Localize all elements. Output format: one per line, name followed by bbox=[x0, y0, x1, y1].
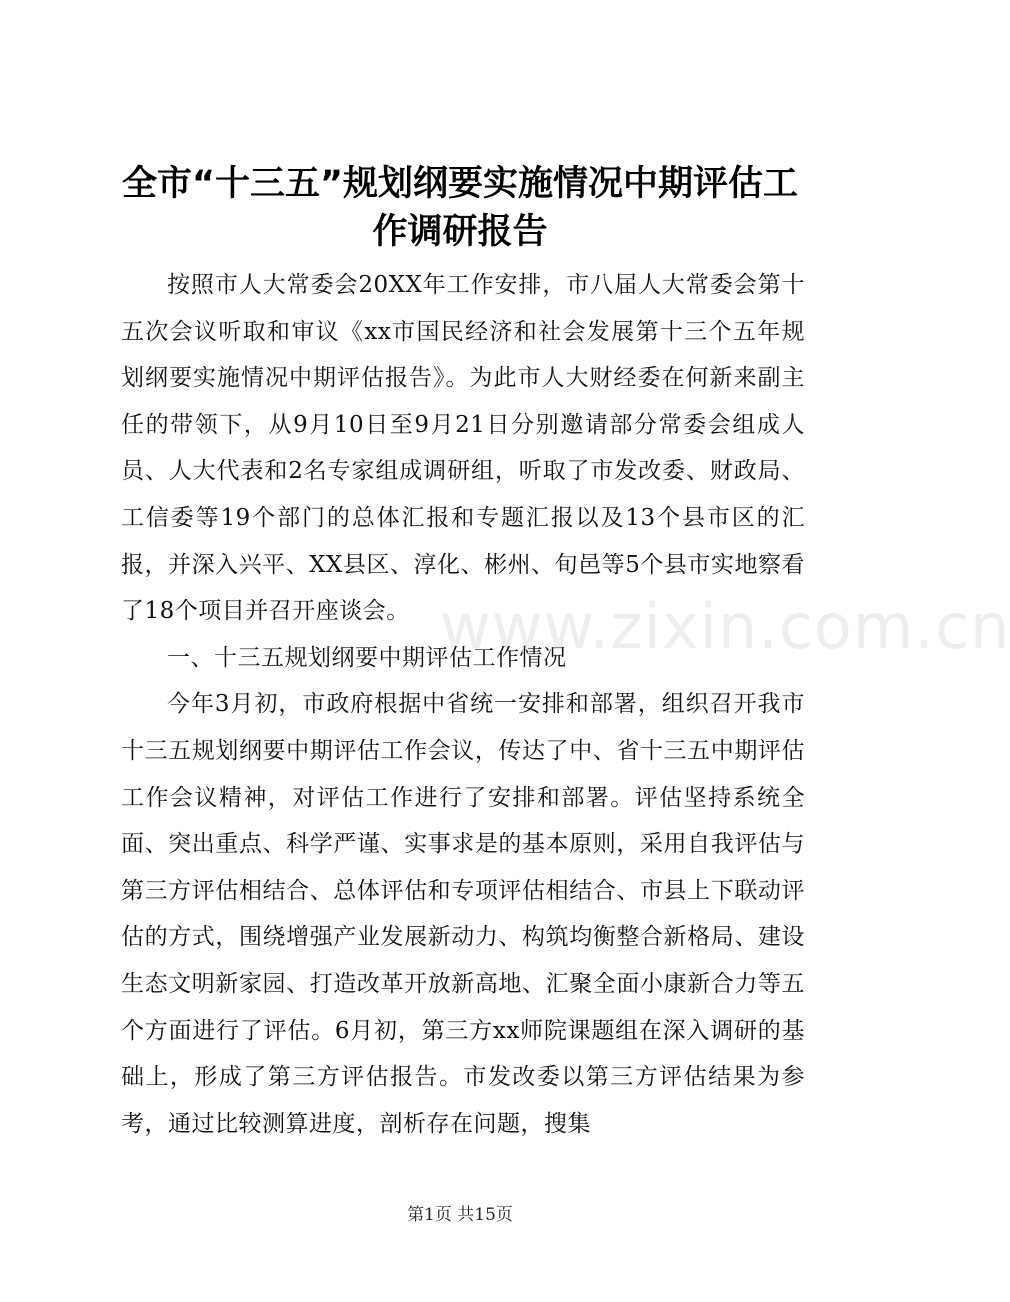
paragraph-section-one: 今年3月初，市政府根据中省统一安排和部署，组织召开我市十三五规划纲要中期评估工作会议，传达了中、省十三五中期评估工作会议精神，对评估工作进行了安排和部署。评估坚持系统全面、突出重点、科学严谨、实事求是的基本原则，采用自我评估与第三方评估相结合、总体评估和专项评估相结合、市县上下联动评估的方式，围绕增强产业发展新动力、构筑均衡整合新格局、建设生态文明新家园、打造改革开放新高地、汇聚全面小康新合力等五个方面进行了评估。6月初，第三方xx师院课题组在深入调研的基础上，形成了第三方评估报告。市发改委以第三方评估结果为参考，通过比较测算进度，剖析存在问题，搜集 bbox=[121, 691, 805, 1137]
document-title: 全市“十三五”规划纲要实施情况中期评估工作调研报告 bbox=[121, 164, 798, 252]
page-footer: 第1页 共15页 bbox=[407, 1205, 513, 1225]
paragraph-intro: 按照市人大常委会20XX年工作安排，市八届人大常委会第十五次会议听取和审议《xx市国民经济和社会发展第十三个五年规划纲要实施情况中期评估报告》。为此市人大财经委在何新来副主任的带领下，从9月10日至9月21日分别邀请部分常委会组成人员、人大代表和2名专家组成调研组，听取了市发改委、财政局、工信委等19个部门的总体汇报和专题汇报以及13个县市区的汇报，并深入兴平、XX县区、淳化、彬州、旬邑等5个县市实地察看了18个项目并召开座谈会。 bbox=[121, 272, 805, 625]
section-heading: 一、十三五规划纲要中期评估工作情况 bbox=[167, 644, 567, 671]
watermark: www.zixin.com.cn bbox=[440, 590, 1010, 663]
document-body bbox=[121, 262, 805, 1147]
